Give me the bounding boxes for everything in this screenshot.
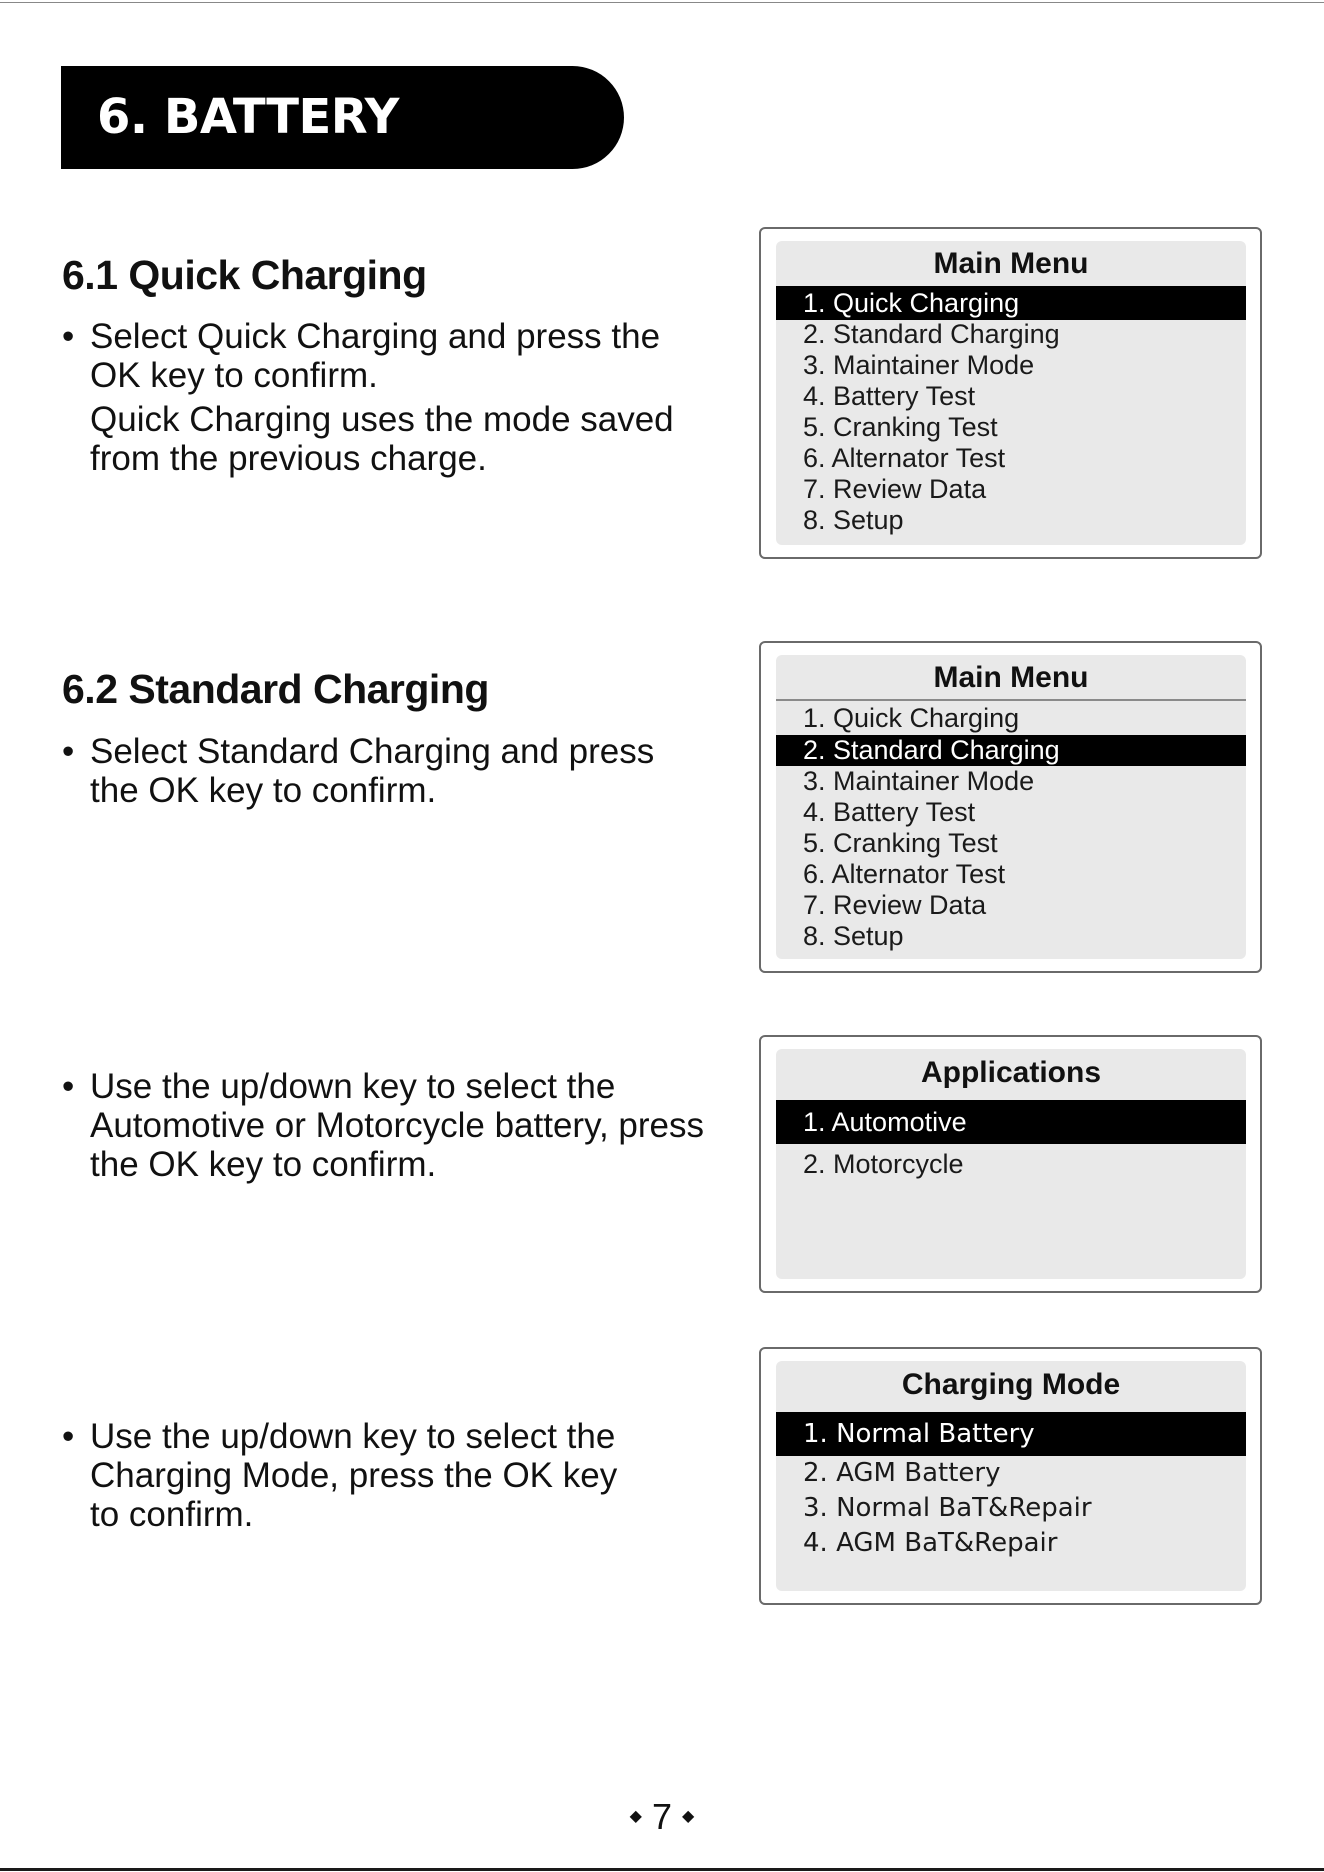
bullet-line: the OK key to confirm. [90,1145,437,1184]
screen-main-menu-quick [759,227,1262,559]
bullet-dot: • [62,1067,75,1106]
menu-item-alternator-test[interactable]: 6. Alternator Test [803,859,1006,889]
menu-item-maintainer-mode[interactable]: 3. Maintainer Mode [803,766,1035,796]
bullet-line: the OK key to confirm. [90,771,437,810]
bullet-quick-charging [62,317,752,478]
screen-title: Charging Mode [901,1368,1121,1401]
screen-title: Applications [920,1056,1101,1089]
bullet-line: Select Standard Charging and press [90,732,655,771]
bullet-dot: • [62,732,75,771]
bullet-standard-charging [62,732,752,810]
top-rule [0,2,1324,3]
menu-item-normal-bat-repair[interactable]: 3. Normal BaT&Repair [803,1493,1092,1523]
heading-quick-charging: 6.1 Quick Charging [62,252,427,298]
bottom-rule [0,1868,1324,1871]
title-divider [776,699,1246,701]
screen-main-menu-standard [759,641,1262,973]
bullet-line: Use the up/down key to select the [90,1417,616,1456]
screen-title: Main Menu [933,247,1089,280]
menu-item-setup[interactable]: 8. Setup [803,505,904,535]
bullet-line: from the previous charge. [90,439,487,478]
menu-item-automotive[interactable]: 1. Automotive [776,1100,1246,1144]
menu-item-review-data[interactable]: 7. Review Data [803,890,987,920]
menu-item-motorcycle[interactable]: 2. Motorcycle [803,1149,964,1179]
section-banner: 6. BATTERY CHARGE [61,66,624,169]
bullet-line: Quick Charging uses the mode saved [90,400,674,439]
page-number-value: 7 [651,1796,673,1837]
bullet-line: Select Quick Charging and press the [90,317,661,356]
ornament-left-icon: ◆ [629,1808,642,1826]
bullet-line: to confirm. [90,1495,254,1534]
menu-item-agm-battery[interactable]: 2. AGM Battery [803,1458,1001,1488]
bullet-line: Automotive or Motorcycle battery, press [90,1106,705,1145]
menu-item-normal-battery[interactable]: 1. Normal Battery [776,1412,1246,1456]
menu-item-battery-test[interactable]: 4. Battery Test [803,797,976,827]
heading-standard-charging: 6.2 Standard Charging [62,666,489,712]
bullet-dot: • [62,1417,75,1456]
screen-panel [776,241,1246,545]
bullet-select-application [62,1067,752,1184]
menu-item-cranking-test[interactable]: 5. Cranking Test [803,828,998,858]
screen-applications [759,1035,1262,1293]
bullet-line: Charging Mode, press the OK key [90,1456,618,1495]
menu-item-alternator-test[interactable]: 6. Alternator Test [803,443,1006,473]
screen-panel [776,1361,1246,1591]
menu-item-maintainer-mode[interactable]: 3. Maintainer Mode [803,350,1035,380]
bullet-select-charging-mode [62,1417,752,1534]
screen-panel [776,1049,1246,1279]
menu-item-battery-test[interactable]: 4. Battery Test [803,381,976,411]
bullet-line: OK key to confirm. [90,356,378,395]
menu-item-cranking-test[interactable]: 5. Cranking Test [803,412,998,442]
menu-item-quick-charging[interactable]: 1. Quick Charging [803,703,1020,733]
ornament-right-icon: ◆ [682,1808,695,1826]
menu-item-standard-charging[interactable]: 2. Standard Charging [803,319,1060,349]
bullet-line: Use the up/down key to select the [90,1067,616,1106]
menu-item-standard-charging[interactable]: 2. Standard Charging [776,735,1246,766]
menu-item-agm-bat-repair[interactable]: 4. AGM BaT&Repair [803,1528,1058,1558]
screen-title: Main Menu [933,661,1089,694]
menu-item-setup[interactable]: 8. Setup [803,921,904,951]
menu-item-quick-charging[interactable]: 1. Quick Charging [776,286,1246,320]
screen-charging-mode [759,1347,1262,1605]
page-number [0,1796,1324,1838]
screen-panel [776,655,1246,959]
bullet-dot: • [62,317,75,356]
menu-item-review-data[interactable]: 7. Review Data [803,474,987,504]
